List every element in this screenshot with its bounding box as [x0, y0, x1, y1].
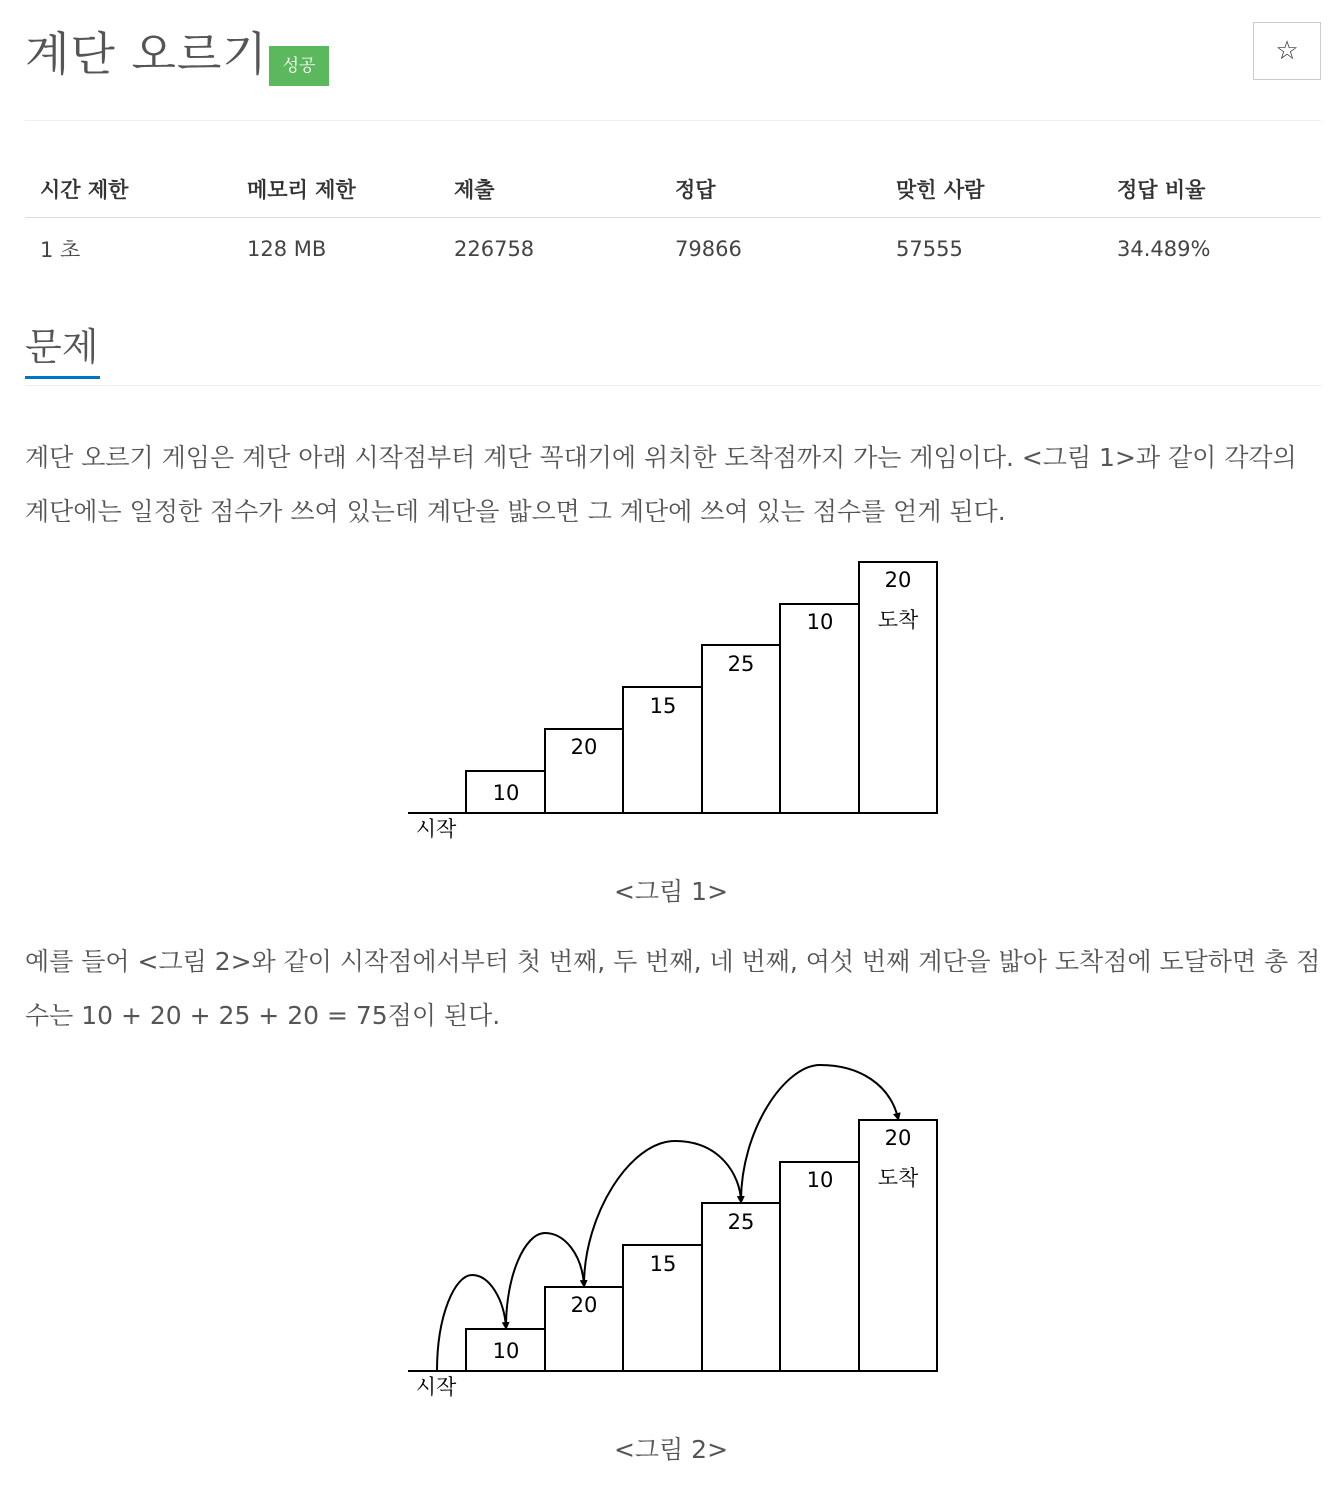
problem-info-table [25, 160, 1321, 280]
step-4-score: 25 [727, 1210, 755, 1234]
memory-limit-value: 128 MB [247, 237, 327, 261]
header-memory-limit: 메모리 제한 [232, 160, 439, 218]
star-icon: ☆ [1275, 36, 1299, 66]
step-1-score: 10 [492, 781, 520, 805]
problem-description-1: 계단 오르기 게임은 계단 아래 시작점부터 계단 꼭대기에 위치한 도착점까지 가는 게임이다. <그림 1>과 같이 각각의 계단에는 일정한 점수가 쓰여 있는데 계단을 밟으면 그 계단에 쓰여 있는 점수를 얻게 된다. [25, 443, 1297, 526]
ratio-value: 34.489% [1117, 237, 1211, 261]
header-solvers: 맞힌 사람 [881, 160, 1102, 218]
step-6-score: 20 [884, 1126, 912, 1150]
step-5 [780, 1162, 859, 1371]
problem-description-2: 예를 들어 <그림 2>와 같이 시작점에서부터 첫 번째, 두 번째, 네 번째, 여섯 번째 계단을 밟아 도착점에 도달하면 총 점수는 10 + 20 + 25 + 20 = 75점이 된다. [25, 947, 1321, 1030]
step-6-score: 20 [884, 568, 912, 592]
section-title: 문제 [25, 318, 100, 379]
figure-1-caption: <그림 1> [613, 877, 729, 906]
figure-2-caption: <그림 2> [613, 1435, 729, 1464]
step-2-score: 20 [570, 735, 598, 759]
header-submissions: 제출 [439, 160, 660, 218]
favorite-button[interactable] [1253, 22, 1321, 80]
step-3-score: 15 [649, 1252, 677, 1276]
end-label: 도착 [877, 608, 919, 632]
accepted-value: 79866 [675, 237, 742, 261]
problem-title: 계단 오르기 [25, 27, 268, 81]
step-5-score: 10 [806, 610, 834, 634]
solvers-value: 57555 [896, 237, 963, 261]
start-label: 시작 [415, 1375, 457, 1399]
header-accepted: 정답 [660, 160, 881, 218]
header-ratio: 정답 비율 [1102, 160, 1321, 218]
table-header-row [25, 160, 1321, 218]
step-2-score: 20 [570, 1293, 598, 1317]
step-3-score: 15 [649, 694, 677, 718]
figure-1-diagram [400, 555, 945, 850]
step-6 [859, 1120, 937, 1371]
end-label: 도착 [877, 1166, 919, 1190]
start-label: 시작 [415, 817, 457, 841]
submissions-value: 226758 [454, 237, 535, 261]
problem-section-header [25, 318, 1321, 386]
figure-2-diagram [400, 1055, 945, 1410]
step-5 [780, 604, 859, 813]
header-time-limit: 시간 제한 [25, 160, 232, 218]
step-6 [859, 562, 937, 813]
step-1-score: 10 [492, 1339, 520, 1363]
step-4-score: 25 [727, 652, 755, 676]
status-badge: 성공 [269, 46, 329, 86]
problem-header [25, 22, 1321, 121]
table-row [25, 218, 1321, 281]
step-5-score: 10 [806, 1168, 834, 1192]
time-limit-value: 1 초 [40, 238, 81, 262]
